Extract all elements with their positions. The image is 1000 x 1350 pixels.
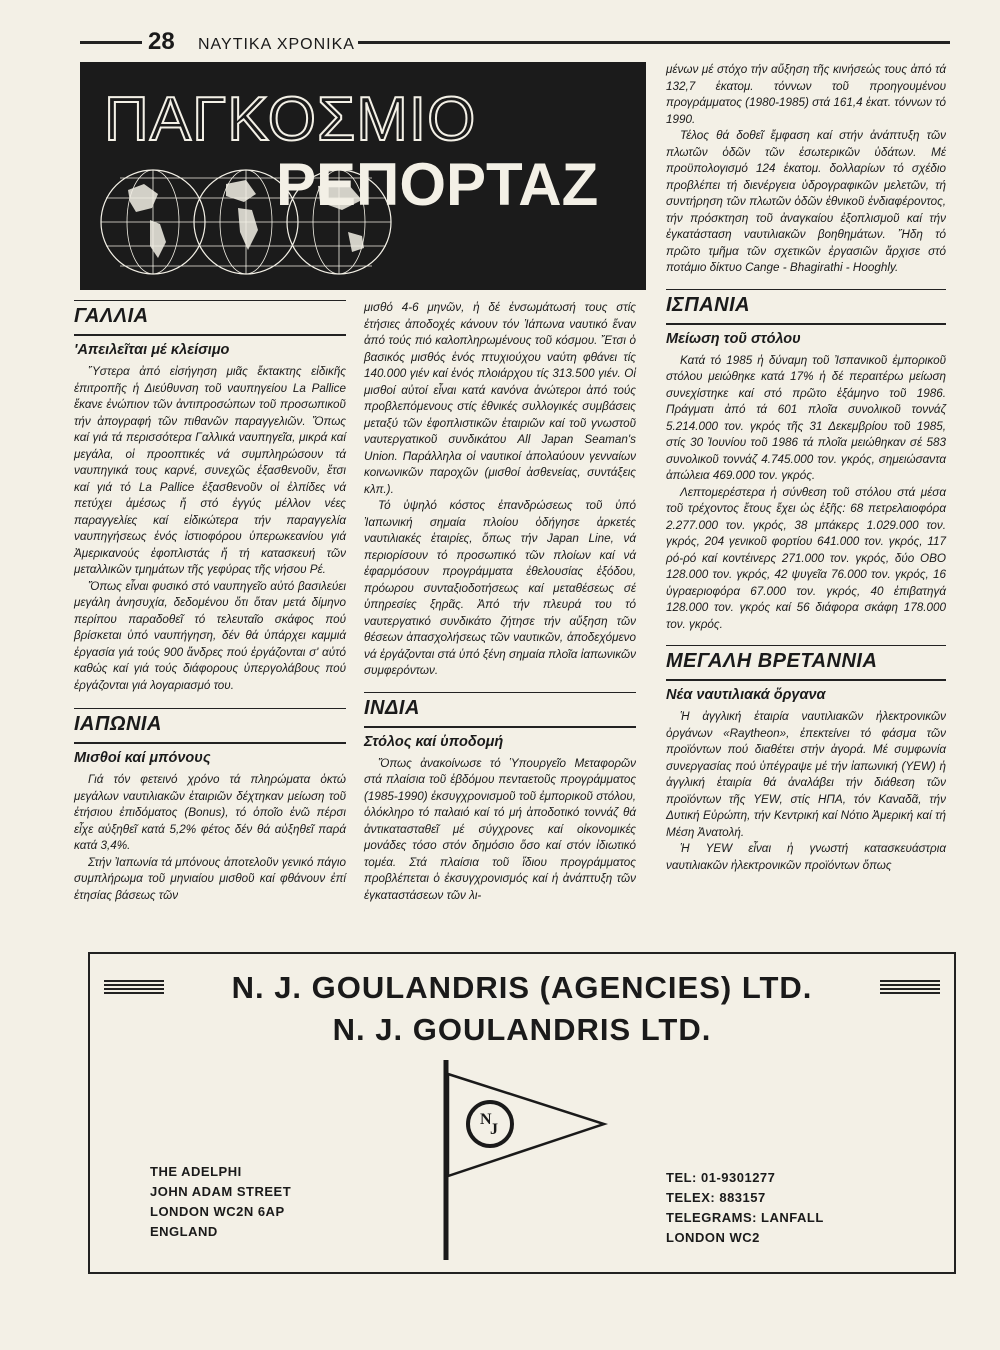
section-rule xyxy=(74,742,346,744)
logo-initial-j: J xyxy=(490,1121,498,1138)
article-paragraph: μένων μέ στόχο τήν αὔξηση τῆς κινήσεώς τους ἀπό τά 132,7 ἑκατομ. τόννων τοῦ προηγουμένου προγράμματος (1980-1985) στά 161,4 ἑκατ. τόννων τό 1990. xyxy=(666,63,946,126)
contact-line: LONDON WC2 xyxy=(666,1230,760,1245)
article-paragraph: Λεπτομερέστερα ἡ σύνθεση τοῦ στόλου στά μέσα τοῦ τρέχοντος ἔτους ἔχει ὡς ἑξῆς: 68 πετρελαιοφόρα 2.277.000 τον. γκρός, 38 μπάκερς 1.029.000 τον. γκρός, 204 γενικοῦ φορτίου 641.000 τον. γκρός, 117 ρό-ρό καί κοντέινερς 271.000 τον. γκρός, δύο ΟΒΟ 128.000 τον. γκρός, 42 ψυγεῖα 76.000 τον. γκρός, 16 ὑγραεριοφόρα 67.000 τον. γκρός, 40 ἐπιβατηγά 128.000 τον. γκρός καί 56 διάφορα σκάφη 178.000 τον. γκρός. xyxy=(666,485,946,631)
section-banner xyxy=(80,62,646,290)
banner-title-solid: ΡΕΠΟΡΤΑΖ xyxy=(276,151,599,218)
article-paragraph: μισθό 4-6 μηνῶν, ἡ δέ ἐνσωμάτωσή τους στίς ἐτήσιες ἀποδοχές κάνουν τόν Ἰάπωνα ναυτικό ἕναν ἀπό τούς πιό καλοπληρωμένους τοῦ κόσμου. Ἔτσι ὁ βασικός μισθός ἑνός πτυχιούχου ναύτη φθάνει τίς 140.000 γιέν καί ἑνός πλοιάρχου τίς 313.500 γιέν. Οἱ μισθοί αὐτοί εἶναι κατά κανόνα ἀνώτεροι ἀπό τούς προβλεπόμενους στίς ἐθνικές συλλογικές συμβάσεις μεταξύ τῶν ἐφοπλιστικῶν ἑταιριῶν καί τοῦ γνωστοῦ ναυτεργατικοῦ συνδικάτου All Japan Seaman's Union. Παράλληλα οἱ ναυτικοί ἀπολαύουν γενναίων κοινωνικῶν παροχῶν (μισθοί ἀσθενείας, συντάξεις κλπ.). xyxy=(364,301,636,496)
logo-initial-n: N xyxy=(480,1111,492,1128)
section-title-spain: ΙΣΠΑΝΙΑ xyxy=(666,293,751,316)
article-paragraph: Ἡ ἀγγλική ἑταιρία ναυτιλιακῶν ἠλεκτρονικῶν ὀργάνων «Raytheon», ἐπεκτείνει τό φάσμα τῶν προϊόντων πού διαθέτει στήν ἀγορά. Μέ συμφωνία συνεργασίας πού ὑπέγραψε μέ τήν ἰαπωνική (YEW) ἡ ἀγγλική ἑταιρία θά ἀναλάβει τήν διάθεση τῶν προϊόντων τῆς YEW, στίς ΗΠΑ, τόν Καναδᾶ, τήν Δυτική Εὐρώπη, τήν Κεντρική καί Νότιο Ἀμερική καί τή Μέση Ἀνατολή. xyxy=(666,710,946,839)
article-paragraph: Στήν Ἰαπωνία τά μπόνους ἀποτελοῦν γενικό πάγιο συμπλήρωμα τοῦ μηνιαίου μισθοῦ καί φθάνουν ἐπί ἐτησίας βάσεως τῶν xyxy=(74,855,346,902)
contact-line: TEL: 01-9301277 xyxy=(666,1170,776,1185)
address-line: THE ADELPHI xyxy=(150,1164,242,1179)
article-paragraph: Ὕστερα ἀπό εἰσήγηση μιᾶς ἔκτακτης εἰδικῆς ἐπιτροπῆς ἡ Διεύθυνση τοῦ ναυπηγείου La Pallice ἔκανε ἐνώπιον τῶν ἀντιπροσώπων τοῦ προσωπικοῦ τήν ἀπογραφή τῶν πιθανῶν παραγγελιῶν. Ὅπως καί γιά τά περισσότερα Γαλλικά ναυπηγεῖα, μικρά καί μεγάλα, οἱ προοπτικές νά συμπληρώσουν τά ναυπηγικά τους καρνέ, συνεχῶς ἐξασθενοῦν, ἔτσι καί γιά τό La Pallice ἐξασθενοῦν οἱ ἐλπίδες νά πετύχει ἀμέσως ἤ στό ἐγγύς μέλλον νέες παραγγελίες καί εἰδικώτερα τήν παραγγελία ναυπηγήσεως ἑνός ἰστιοφόρου ὑπερωκεανίου γιά Ἀμερικανούς ἐφοπλιστάς ἤ τή κατασκευή τῶν μεταλλικῶν τμημάτων τῆς γεφύρας τῆς νήσου Ρέ. xyxy=(74,365,346,576)
address-line: JOHN ADAM STREET xyxy=(150,1184,292,1199)
advertisement-box xyxy=(88,952,956,1274)
contact-line: TELEX: 883157 xyxy=(666,1190,766,1205)
address-line: ENGLAND xyxy=(150,1224,218,1239)
section-rule xyxy=(74,300,346,301)
section-rule xyxy=(74,708,346,709)
banner-title-outline: ΠΑΓΚΟΣΜΙΟ xyxy=(104,85,477,154)
header-rule-right xyxy=(358,41,950,44)
section-rule xyxy=(364,692,636,693)
ad-contact xyxy=(666,1168,824,1248)
section-title-britain: ΜΕΓΑΛΗ ΒΡΕΤΑΝΝΙΑ xyxy=(666,650,878,672)
article-paragraph: Ὅπως εἶναι φυσικό στό ναυπηγεῖο αὐτό βασιλεύει μεγάλη ἀνησυχία, δεδομένου ὅτι ὅταν μετά δίμηνο περίπου παραδοθεῖ τό τελευταῖο σκάφος πού βρίσκεται ὑπό ναυπήγηση, δέν θά ὑπάρχει καμμιά ἐργασία γιά τούς 900 ἄνδρες πού ἐργάζονται σ' αὐτό καθώς καί γιά τούς διάφορους ὑπεργολάβους πού ἐργάζονται γιά λογαριασμό του. xyxy=(74,579,346,692)
ad-address xyxy=(150,1162,291,1242)
section-title-japan: ΙΑΠΩΝΙΑ xyxy=(74,713,162,735)
section-rule xyxy=(364,726,636,728)
column-3 xyxy=(666,62,946,874)
section-rule xyxy=(74,334,346,336)
section-rule xyxy=(666,289,946,290)
address-line: LONDON WC2N 6AP xyxy=(150,1204,285,1219)
contact-line: TELEGRAMS: LANFALL xyxy=(666,1210,824,1225)
article-paragraph: Κατά τό 1985 ἡ δύναμη τοῦ Ἰσπανικοῦ ἐμπορικοῦ στόλου μειώθηκε κατά 17% ἡ δέ περαιτέρω μείωση συνεχίστηκε καί στό πρῶτο ἑξάμηνο τοῦ 1986. Πράγματι ἀπό τά 601 πλοῖα συνολικοῦ τοννάζ 5.214.000 τον. γκρός τῆς 31 Δεκεμβρίου τοῦ 1985, στίς 30 Ἰουνίου τοῦ 1986 τά πλοῖα μειώθηκαν σέ 583 συνολικοῦ τοννάζ 4.745.000 τον. γκρός, σημειώσαντα ἀπώλεια 469.000 τον. γκρός. xyxy=(666,353,946,482)
pennant-flag-logo xyxy=(434,1054,614,1264)
page-number: 28 xyxy=(148,28,175,55)
ad-company-line2: N. J. GOULANDRIS LTD. xyxy=(332,1012,712,1047)
article-paragraph: Ἡ YEW εἶναι ἡ γνωστή κατασκευάστρια ναυτιλιακῶν ἠλεκτρονικῶν προϊόντων ὅπως xyxy=(666,842,946,872)
article-subtitle: Μισθοί καί μπόνους xyxy=(74,750,211,766)
section-title-france: ΓΑΛΛΙΑ xyxy=(74,305,149,327)
section-rule xyxy=(666,645,946,646)
header-rule-left xyxy=(80,41,142,44)
ad-company-line1: N. J. GOULANDRIS (AGENCIES) LTD. xyxy=(231,970,813,1005)
article-paragraph: Ὅπως ἀνακοίνωσε τό Ὑπουργεῖο Μεταφορῶν στά πλαίσια τοῦ ἑβδόμου πενταετοῦς προγράμματος (1985-1990) ἐκσυγχρονισμοῦ τοῦ ἐμπορικοῦ στόλου, ὁλόκληρο τό παλαιό καί τό μή ἀποδοτικό τοννάζ θά ἀντικατασταθεῖ μέ σύγχρονες καί οἰκονομικές μονάδες τόσο στόν δημόσιο ὅσο καί στόν ἰδιωτικό τομέα. Στά πλαίσια τοῦ ἴδιου προγράμματος προβλέπεται ὁ ἐκσυγχρονισμός καί ἡ ἀνάπτυξη τῶν ἐγκαταστάσεων τῶν λι- xyxy=(364,756,636,902)
journal-title: ΝΑΥΤΙΚΑ ΧΡΟΝΙΚΑ xyxy=(198,36,355,53)
section-rule xyxy=(666,679,946,681)
section-rule xyxy=(666,323,946,325)
article-paragraph: Γιά τόν φετεινό χρόνο τά πληρώματα ὀκτώ μεγάλων ναυτιλιακῶν ἑταιριῶν δέχτηκαν μείωση τοῦ ἐτήσιου ἐπιδόματος (Bonus), τό ὁποῖο ἐνῶ πέρσι εἶχε αὐξηθεῖ κατά 5,2% φέτος δέν θά αὐξηθεῖ παρά κατά 3,4%. xyxy=(74,773,346,852)
article-paragraph: Τό ὑψηλό κόστος ἐπανδρώσεως τοῦ ὑπό Ἰαπωνική σημαία πλοίου ὁδήγησε ἀρκετές ναυτιλιακές ἑταιρίες, ὅπως τήν Japan Line, νά περιορίσουν τό προσωπικό τῶν πλοίων καί νά ἐφαρμόσουν προγράμματα ἐθελουσίας ἐξόδου, πρόωρου συνταξιοδοτήσεως καί μεταθέσεως σέ ὑπηρεσίες ξηρᾶς. Ἀπό τήν πλευρά του τό ναυτεργατικό συνδικάτο ζήτησε τήν αὔξηση τῶν θέσεων ἀπασχολήσεως τῶν ναυτικῶν, ἀποδεχόμενο νά ἐργάζονται στά ὑπό ξένη σημαία πλοῖα ἰαπωνικῶν συμφερόντων. xyxy=(364,499,636,677)
article-subtitle: Νέα ναυτιλιακά ὄργανα xyxy=(666,687,826,703)
article-subtitle: Στόλος καί ὑποδομή xyxy=(364,733,504,750)
article-subtitle: 'Απειλεῖται μέ κλείσιμο xyxy=(74,342,230,358)
column-2 xyxy=(364,300,636,904)
section-title-india: ΙΝΔΙΑ xyxy=(364,696,420,719)
column-1 xyxy=(74,300,346,904)
article-subtitle: Μείωση τοῦ στόλου xyxy=(666,330,801,347)
article-paragraph: Τέλος θά δοθεῖ ἔμφαση καί στήν ἀνάπτυξη τῶν πλωτῶν ὁδῶν τῶν ἐσωτερικῶν ὑδάτων. Μέ προϋπολογισμό 124 ἑκατομ. δολλαρίων τό σχέδιο προβλέπει τή διενέργεια ὑδρογραφικῶν μελετῶν, τή συντήρηση τῶν πλωτῶν ὁδῶν ἐθνικοῦ ἐνδιαφέροντος, τήν πρόσκτηση τοῦ ἀναγκαίου ἐξοπλισμοῦ καί τήν ἐγκατάσταση ναυτιλιακῶν βοηθημάτων. Ἤδη τό πρῶτο τμῆμα τῶν σχετικῶν ἐργασιῶν ἄρχισε στό ποτάμιο δίκτυο Cange - Bhagirathi - Hooghly. xyxy=(666,129,946,274)
